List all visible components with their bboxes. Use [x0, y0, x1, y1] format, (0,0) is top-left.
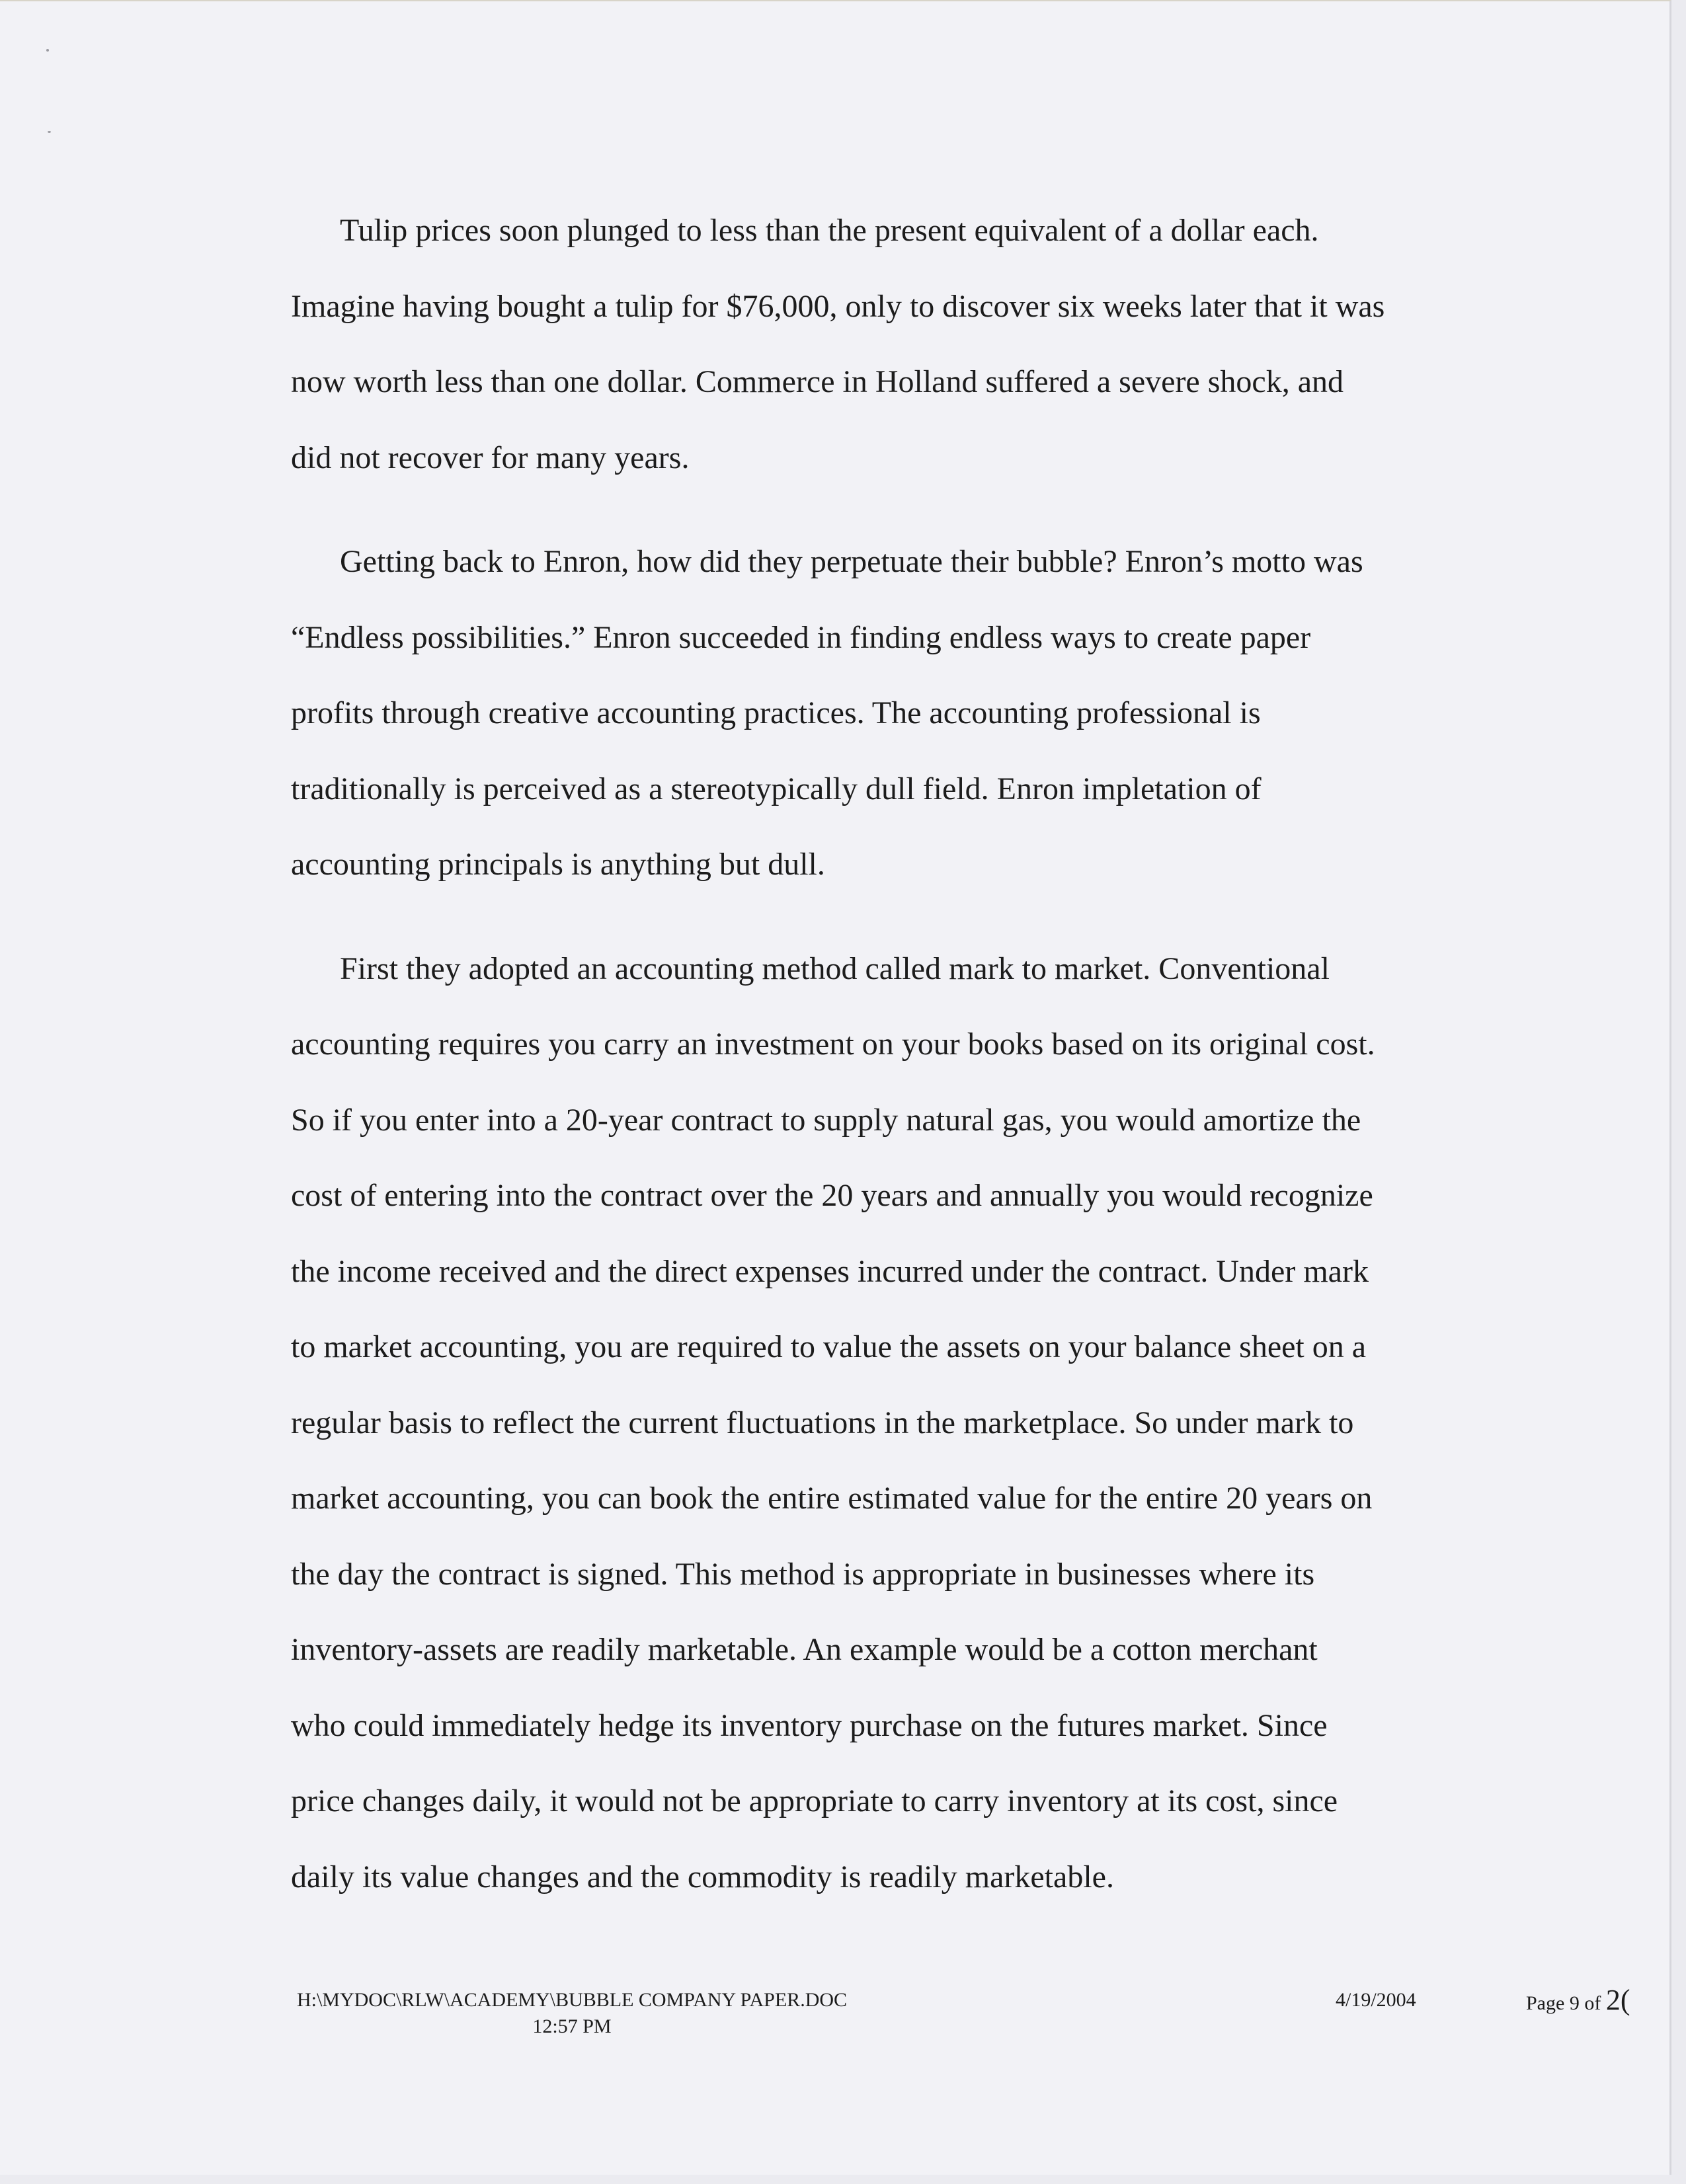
footer-time: 12:57 PM	[532, 2015, 612, 2037]
text-line: inventory-assets are readily marketable. An example would be a cotton merchant	[291, 1632, 1318, 1667]
footer-file-info	[241, 1987, 903, 2040]
text-line: profits through creative accounting practices. The accounting professional is	[291, 695, 1261, 730]
text-line: “Endless possibilities.” Enron succeeded in finding endless ways to create paper	[291, 619, 1311, 655]
text-line: market accounting, you can book the entire estimated value for the entire 20 years on	[291, 1481, 1373, 1516]
paragraph-1	[291, 193, 1441, 496]
footer-file-path: H:\MYDOC\RLW\ACADEMY\BUBBLE COMPANY PAPER.DOC	[296, 1989, 848, 2011]
text-line: Tulip prices soon plunged to less than the present equivalent of a dollar each.	[340, 213, 1319, 248]
text-line: the day the contract is signed. This method is appropriate in businesses where its	[291, 1556, 1315, 1592]
paragraph-2	[291, 524, 1441, 903]
paragraph-3	[291, 931, 1441, 1916]
text-line: now worth less than one dollar. Commerce in Holland suffered a severe shock, and	[291, 364, 1344, 399]
text-line: did not recover for many years.	[291, 440, 690, 475]
text-line: accounting requires you carry an investment on your books based on its original cost.	[291, 1027, 1375, 1062]
scan-speck	[48, 131, 51, 133]
text-line: First they adopted an accounting method called mark to market. Conventional	[340, 951, 1330, 986]
text-line: who could immediately hedge its inventory purchase on the futures market. Since	[291, 1707, 1328, 1743]
scan-speck	[46, 49, 49, 52]
body-text	[291, 193, 1441, 1915]
text-line: the income received and the direct expenses incurred under the contract. Under mark	[291, 1253, 1369, 1289]
text-line: traditionally is perceived as a stereotypically dull field. Enron impletation of	[291, 771, 1262, 806]
text-line: daily its value changes and the commodity is readily marketable.	[291, 1859, 1114, 1894]
text-line: to market accounting, you are required to value the assets on your balance sheet on a	[291, 1329, 1367, 1364]
footer-page-total: 2(	[1605, 1984, 1630, 2016]
footer-page-number	[1526, 1984, 1630, 2017]
text-line: So if you enter into a 20-year contract to supply natural gas, you would amortize the	[291, 1102, 1361, 1138]
text-line: Getting back to Enron, how did they perpetuate their bubble? Enron’s motto was	[340, 544, 1363, 579]
footer-page-label: Page 9 of	[1526, 1992, 1606, 2014]
text-line: price changes daily, it would not be appropriate to carry inventory at its cost, since	[291, 1783, 1338, 1818]
text-line: cost of entering into the contract over the 20 years and annually you would recognize	[291, 1178, 1373, 1213]
text-line: Imagine having bought a tulip for $76,000, only to discover six weeks later that it was	[291, 288, 1385, 324]
footer-date: 4/19/2004	[1336, 1989, 1416, 2011]
text-line: regular basis to reflect the current fluctuations in the marketplace. So under mark to	[291, 1405, 1354, 1440]
text-line: accounting principals is anything but dull.	[291, 847, 825, 882]
